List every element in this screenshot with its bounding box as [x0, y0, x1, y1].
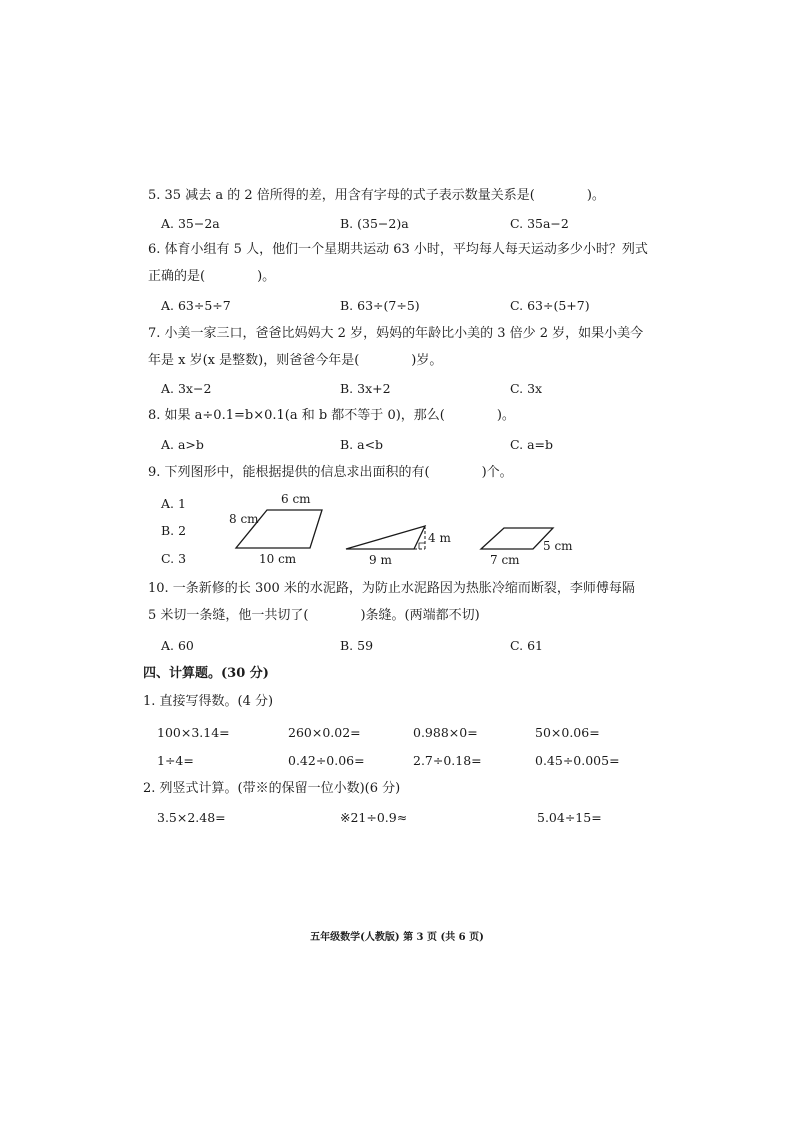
q6-option-b: B. 63÷(7÷5) [340, 298, 420, 313]
calc-row2-item2: 0.42÷0.06= [288, 753, 365, 768]
q7-option-b: B. 3x+2 [340, 381, 391, 396]
q6-stem-line2: 正确的是( )。 [148, 269, 276, 284]
fig1-side-label: 8 cm [229, 512, 259, 526]
q10-stem-line1: 10. 一条新修的长 300 米的水泥路，为防止水泥路因为热胀冷缩而断裂，李师傅每隔 [148, 581, 635, 596]
q8-option-b: B. a<b [340, 437, 384, 452]
fig3-side-label: 5 cm [543, 539, 573, 553]
q5-option-a: A. 35−2a [161, 216, 220, 231]
q8-stem: 8. 如果 a÷0.1=b×0.1(a 和 b 都不等于 0)，那么( )。 [148, 408, 515, 423]
q7-option-c: C. 3x [510, 381, 543, 396]
vertical-calc-item3: 5.04÷15= [537, 810, 602, 825]
q5-option-c: C. 35a−2 [510, 216, 569, 231]
vertical-calc-item1: 3.5×2.48= [157, 810, 226, 825]
fig1-bottom-label: 10 cm [259, 552, 297, 566]
q7-stem-line1: 7. 小美一家三口，爸爸比妈妈大 2 岁，妈妈的年龄比小美的 3 倍少 2 岁，如果小美今 [148, 326, 644, 341]
section4-title: 四、计算题。(30 分) [143, 666, 269, 681]
calc-row2-item3: 2.7÷0.18= [413, 753, 482, 768]
fig1-top-label: 6 cm [281, 492, 311, 506]
q10-option-c: C. 61 [510, 638, 543, 653]
q5-option-b: B. (35−2)a [340, 216, 409, 231]
q9-option-b: B. 2 [161, 523, 187, 538]
fig2-base-label: 9 m [369, 553, 392, 567]
q6-stem-line1: 6. 体育小组有 5 人，他们一个星期共运动 63 小时，平均每人每天运动多少小时？列式 [148, 242, 648, 257]
q10-option-b: B. 59 [340, 638, 374, 653]
fig3-base-label: 7 cm [490, 553, 520, 567]
fig2-height-label: 4 m [428, 531, 451, 545]
q8-option-a: A. a>b [161, 437, 204, 452]
q10-stem-line2: 5 米切一条缝，他一共切了( )条缝。(两端都不切) [148, 608, 480, 623]
calc-row1-item1: 100×3.14= [157, 725, 230, 740]
q9-option-c: C. 3 [161, 551, 187, 566]
q5-stem: 5. 35 减去 a 的 2 倍所得的差，用含有字母的式子表示数量关系是( )。 [148, 188, 605, 203]
q7-option-a: A. 3x−2 [161, 381, 212, 396]
q10-option-a: A. 60 [161, 638, 194, 653]
page-footer: 五年级数学(人教版) 第 3 页 (共 6 页) [310, 932, 484, 943]
calc-row1-item3: 0.988×0= [413, 725, 478, 740]
q9-option-a: A. 1 [161, 496, 186, 511]
q6-option-c: C. 63÷(5+7) [510, 298, 590, 313]
section4-part2-title: 2. 列竖式计算。(带※的保留一位小数)(6 分) [143, 781, 401, 796]
calc-row2-item4: 0.45÷0.005= [535, 753, 620, 768]
q6-option-a: A. 63÷5÷7 [161, 298, 231, 313]
q7-stem-line2: 年是 x 岁(x 是整数)，则爸爸今年是( )岁。 [148, 353, 443, 368]
calc-row2-item1: 1÷4= [157, 753, 194, 768]
calc-row1-item4: 50×0.06= [535, 725, 600, 740]
section4-part1-title: 1. 直接写得数。(4 分) [143, 694, 274, 709]
vertical-calc-item2: ※21÷0.9≈ [340, 810, 408, 825]
q8-option-c: C. a=b [510, 437, 553, 452]
q9-stem: 9. 下列图形中，能根据提供的信息求出面积的有( )个。 [148, 465, 513, 480]
calc-row1-item2: 260×0.02= [288, 725, 361, 740]
